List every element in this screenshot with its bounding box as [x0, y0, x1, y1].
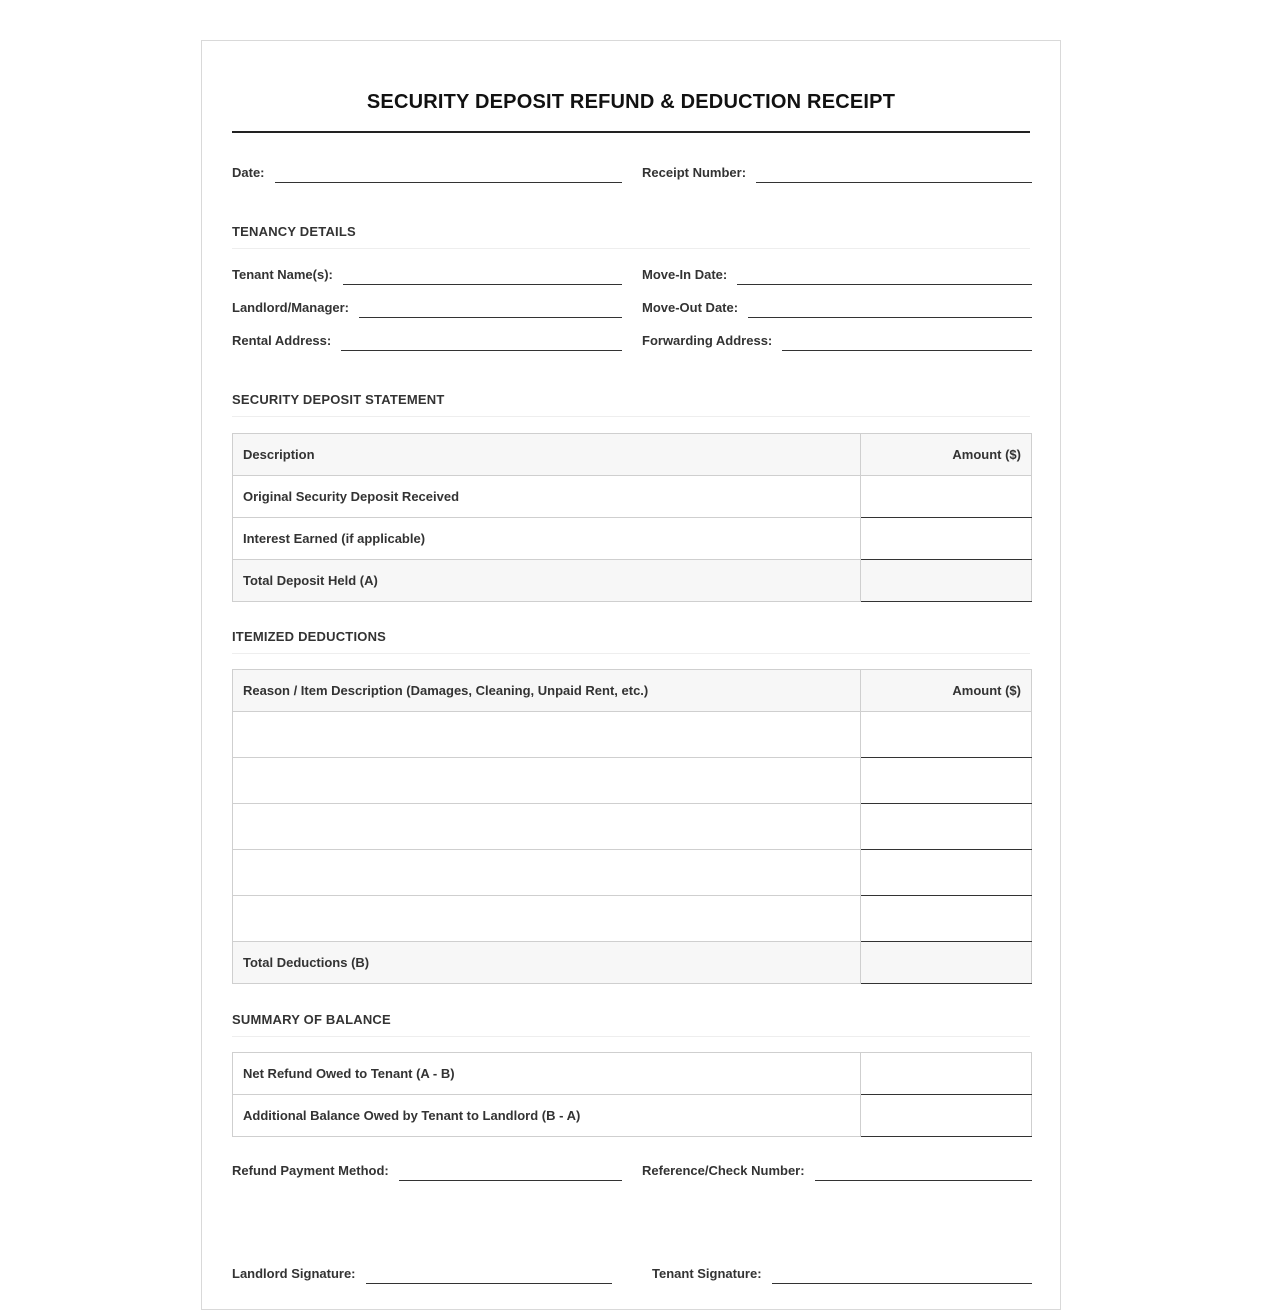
move-in-field	[642, 263, 1032, 285]
summary-table	[232, 1052, 1032, 1137]
forwarding-address-input-line[interactable]	[782, 336, 1032, 351]
tenancy-section-title: TENANCY DETAILS	[232, 224, 1030, 249]
amount-cell[interactable]	[861, 1053, 1032, 1095]
refund-method-label: Refund Payment Method:	[232, 1163, 389, 1178]
amount-cell[interactable]	[861, 560, 1032, 602]
move-out-field	[642, 296, 1032, 318]
landlord-signature-field	[232, 1262, 612, 1284]
statement-table	[232, 433, 1032, 602]
forwarding-address-field	[642, 329, 1032, 351]
rental-address-input-line[interactable]	[341, 336, 622, 351]
header-fields-row	[232, 161, 1030, 183]
forwarding-address-label: Forwarding Address:	[642, 333, 773, 348]
landlord-signature-label: Landlord Signature:	[232, 1266, 356, 1281]
table-header-row	[233, 670, 1032, 712]
rental-address-field	[232, 329, 622, 351]
reason-cell[interactable]	[233, 896, 861, 942]
reason-column-header: Reason / Item Description (Damages, Cleaning, Unpaid Rent, etc.)	[233, 670, 861, 712]
tenant-signature-line[interactable]	[772, 1269, 1032, 1284]
landlord-field	[232, 296, 622, 318]
amount-cell[interactable]	[861, 850, 1032, 896]
move-out-input-line[interactable]	[748, 303, 1032, 318]
tenant-names-label: Tenant Name(s):	[232, 267, 333, 282]
description-column-header: Description	[233, 434, 861, 476]
tenancy-row-1	[232, 263, 1030, 285]
title-divider	[232, 131, 1030, 133]
table-row	[233, 942, 1032, 984]
reason-cell[interactable]	[233, 758, 861, 804]
receipt-number-label: Receipt Number:	[642, 165, 747, 180]
reason-cell[interactable]	[233, 804, 861, 850]
date-input-line[interactable]	[275, 168, 622, 183]
amount-column-header: Amount ($)	[861, 670, 1032, 712]
deductions-total-label: Total Deductions (B)	[233, 942, 861, 984]
amount-cell[interactable]	[861, 942, 1032, 984]
table-row	[233, 1095, 1032, 1137]
reference-number-label: Reference/Check Number:	[642, 1163, 805, 1178]
reason-cell[interactable]	[233, 850, 861, 896]
reference-number-field	[642, 1159, 1032, 1181]
table-row	[233, 1053, 1032, 1095]
move-in-label: Move-In Date:	[642, 267, 728, 282]
tenant-signature-field	[652, 1262, 1032, 1284]
tenant-names-input-line[interactable]	[343, 270, 622, 285]
receipt-number-field	[642, 161, 1032, 183]
amount-cell[interactable]	[861, 476, 1032, 518]
statement-total-label: Total Deposit Held (A)	[233, 560, 861, 602]
refund-method-input-line[interactable]	[399, 1166, 622, 1181]
reason-cell[interactable]	[233, 712, 861, 758]
tenant-signature-label: Tenant Signature:	[652, 1266, 762, 1281]
table-row	[233, 712, 1032, 758]
statement-section-title: SECURITY DEPOSIT STATEMENT	[232, 392, 1030, 417]
receipt-page	[201, 40, 1061, 1310]
landlord-label: Landlord/Manager:	[232, 300, 350, 315]
table-row	[233, 518, 1032, 560]
amount-cell[interactable]	[861, 758, 1032, 804]
tenancy-row-2	[232, 296, 1030, 318]
landlord-signature-line[interactable]	[366, 1269, 613, 1284]
tenant-names-field	[232, 263, 622, 285]
table-row	[233, 560, 1032, 602]
statement-row-label: Original Security Deposit Received	[233, 476, 861, 518]
move-in-input-line[interactable]	[737, 270, 1032, 285]
amount-cell[interactable]	[861, 1095, 1032, 1137]
amount-cell[interactable]	[861, 896, 1032, 942]
amount-cell[interactable]	[861, 712, 1032, 758]
payment-row	[232, 1159, 1030, 1181]
rental-address-label: Rental Address:	[232, 333, 332, 348]
landlord-input-line[interactable]	[359, 303, 622, 318]
table-row	[233, 804, 1032, 850]
amount-cell[interactable]	[861, 804, 1032, 850]
table-row	[233, 476, 1032, 518]
summary-row-label: Net Refund Owed to Tenant (A - B)	[233, 1053, 861, 1095]
statement-row-label: Interest Earned (if applicable)	[233, 518, 861, 560]
receipt-number-input-line[interactable]	[756, 168, 1032, 183]
table-row	[233, 758, 1032, 804]
date-field	[232, 161, 622, 183]
reference-number-input-line[interactable]	[815, 1166, 1032, 1181]
document-title: SECURITY DEPOSIT REFUND & DEDUCTION RECEIPT	[366, 91, 896, 113]
tenancy-row-3	[232, 329, 1030, 351]
summary-row-label: Additional Balance Owed by Tenant to Landlord (B - A)	[233, 1095, 861, 1137]
amount-cell[interactable]	[861, 518, 1032, 560]
deductions-section-title: ITEMIZED DEDUCTIONS	[232, 629, 1030, 654]
date-label: Date:	[232, 165, 265, 180]
refund-method-field	[232, 1159, 622, 1181]
table-header-row	[233, 434, 1032, 476]
move-out-label: Move-Out Date:	[642, 300, 739, 315]
deductions-table	[232, 669, 1032, 984]
amount-column-header: Amount ($)	[861, 434, 1032, 476]
table-row	[233, 896, 1032, 942]
summary-section-title: SUMMARY OF BALANCE	[232, 1012, 1030, 1037]
table-row	[233, 850, 1032, 896]
